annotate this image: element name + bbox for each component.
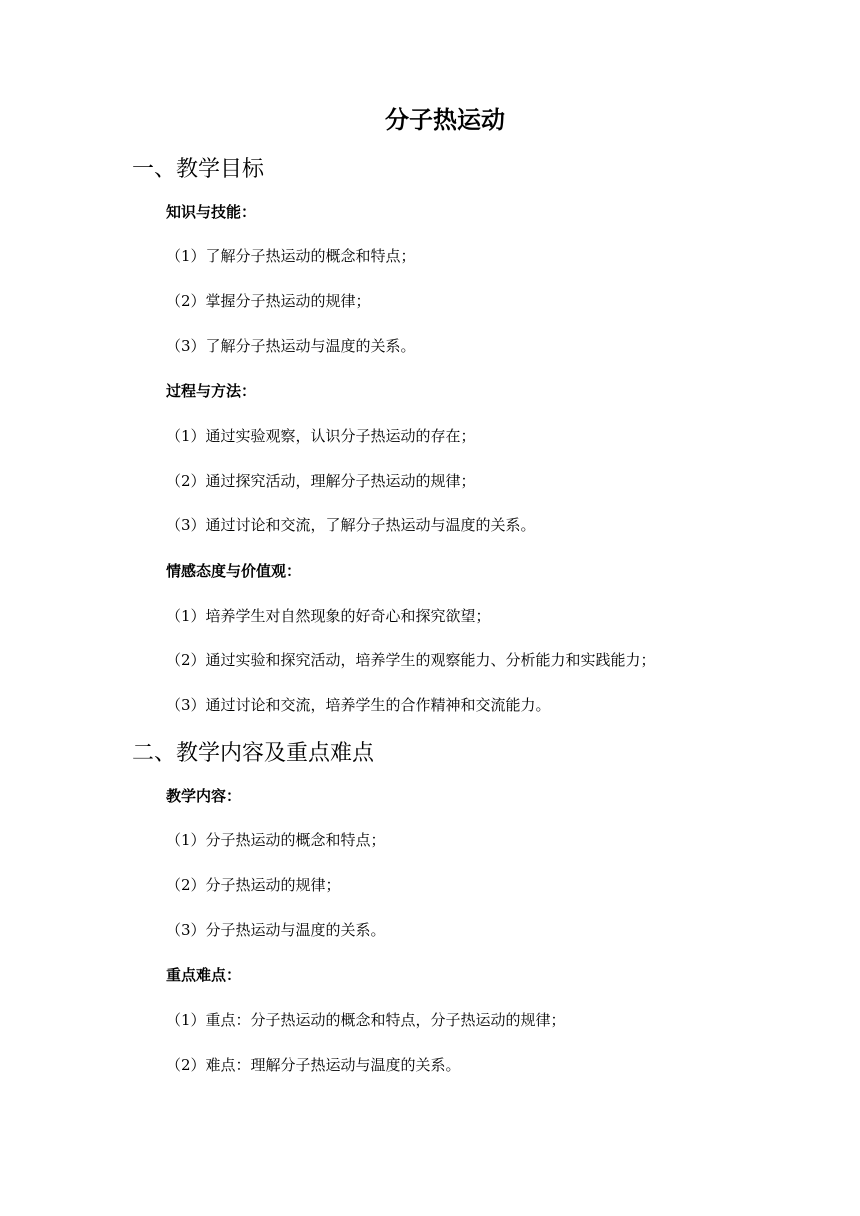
- subheading-key-difficult-points: 重点难点：: [166, 966, 242, 984]
- list-item: （1）重点：分子热运动的概念和特点，分子热运动的规律；: [166, 1011, 566, 1029]
- list-item: （2）通过探究活动，理解分子热运动的规律；: [166, 472, 476, 490]
- subheading-knowledge-skills: 知识与技能：: [166, 203, 257, 221]
- document-title: 分子热运动: [385, 106, 505, 134]
- section-heading-content-key-points: 二、教学内容及重点难点: [132, 741, 375, 766]
- list-item: （3）通过讨论和交流，培养学生的合作精神和交流能力。: [166, 696, 551, 714]
- list-item: （3）通过讨论和交流，了解分子热运动与温度的关系。: [166, 516, 536, 534]
- section-heading-teaching-objectives: 一、教学目标: [132, 157, 265, 182]
- subheading-process-methods: 过程与方法：: [166, 382, 257, 400]
- list-item: （2）掌握分子热运动的规律；: [166, 292, 371, 310]
- list-item: （1）了解分子热运动的概念和特点；: [166, 247, 416, 265]
- list-item: （1）分子热运动的概念和特点；: [166, 831, 386, 849]
- list-item: （1）培养学生对自然现象的好奇心和探究欲望；: [166, 607, 491, 625]
- list-item: （1）通过实验观察，认识分子热运动的存在；: [166, 427, 476, 445]
- list-item: （2）通过实验和探究活动，培养学生的观察能力、分析能力和实践能力；: [166, 651, 656, 669]
- subheading-attitudes-values: 情感态度与价值观：: [166, 562, 302, 580]
- list-item: （3）了解分子热运动与温度的关系。: [166, 337, 416, 355]
- list-item: （2）难点：理解分子热运动与温度的关系。: [166, 1056, 461, 1074]
- list-item: （3）分子热运动与温度的关系。: [166, 921, 386, 939]
- list-item: （2）分子热运动的规律；: [166, 876, 341, 894]
- subheading-teaching-content: 教学内容：: [166, 787, 242, 805]
